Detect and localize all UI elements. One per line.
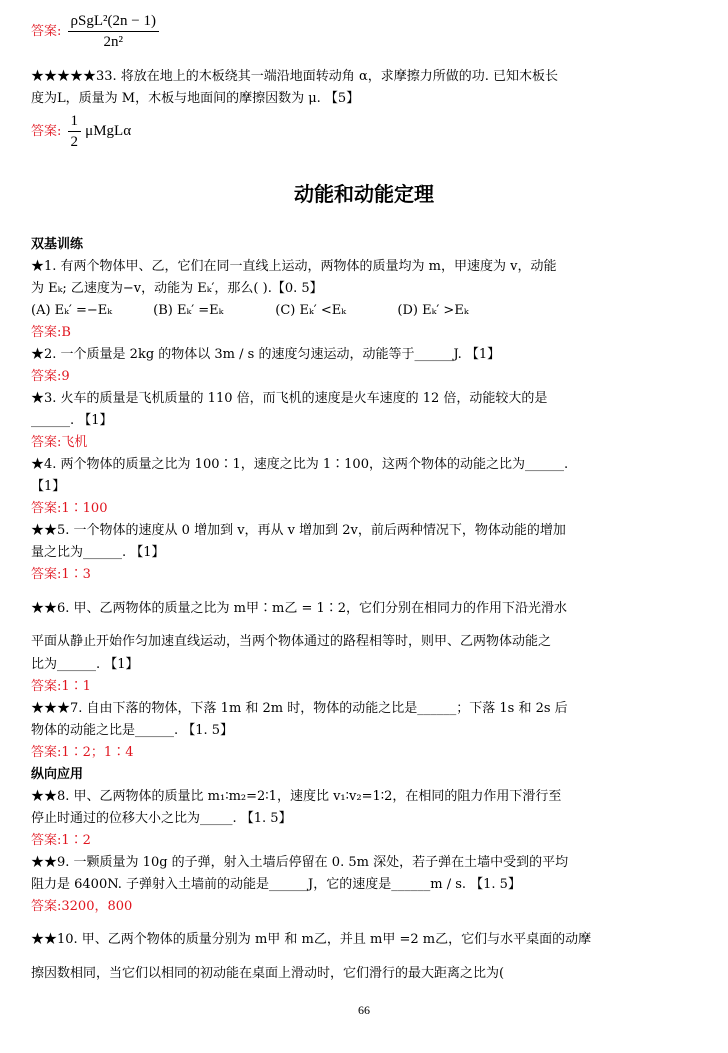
fraction-denominator: 2n² xyxy=(103,34,123,50)
answer-label: 答案: xyxy=(31,833,62,848)
answer-label: 答案: xyxy=(31,567,62,582)
answer-q4 xyxy=(31,500,107,518)
answer-label: 答案: xyxy=(31,369,62,384)
answer-value: 飞机 xyxy=(61,435,88,450)
answer-value: 9 xyxy=(61,369,70,384)
answer-label: 答案: xyxy=(31,501,62,516)
option-c: (C) Eₖ′ <Eₖ xyxy=(275,303,346,318)
answer-expression: μMgLα xyxy=(85,123,132,139)
answer-q9 xyxy=(31,898,132,916)
answer-value: 1∶100 xyxy=(61,501,108,516)
answer-q7 xyxy=(31,744,133,762)
answer-label: 答案: xyxy=(31,745,62,760)
q9-line1: ★★9. 一颗质量为 10g 的子弹，射入土墙后停留在 0. 5m 深处，若子弹在土墙中受到的平均 xyxy=(31,855,569,870)
section-title: 动能和动能定理 xyxy=(294,182,434,206)
answer-label: 答案: xyxy=(31,679,62,694)
answer-q2 xyxy=(31,368,70,386)
q6-line1: ★★6. 甲、乙两物体的质量之比为 m甲∶m乙 = 1∶2，它们分别在相同力的作用下沿光滑水 xyxy=(31,601,568,616)
answer-value: 3200，800 xyxy=(61,899,133,914)
q5-line2: 量之比为______. 【1】 xyxy=(31,545,165,560)
fraction-numerator: 1 xyxy=(68,112,82,132)
option-d: (D) Eₖ′ >Eₖ xyxy=(397,303,469,318)
q6-line2: 平面从静止开始作匀加速直线运动，当两个物体通过的路程相等时，则甲、乙两物体动能之 xyxy=(31,634,552,649)
page-number: 66 xyxy=(358,1003,370,1017)
answer-q5 xyxy=(31,566,91,584)
q10-line1: ★★10. 甲、乙两个物体的质量分别为 m甲 和 m乙，并且 m甲 =2 m乙，它们与水平桌面的动摩 xyxy=(31,932,592,947)
answer-value: B xyxy=(61,325,71,340)
answer-q1 xyxy=(31,324,71,342)
subhead-application: 纵向应用 xyxy=(31,767,84,782)
q9-line2: 阻力是 6400N. 子弹射入土墙前的动能是______J，它的速度是______m / s. 【1. 5】 xyxy=(31,877,521,892)
answer-fraction xyxy=(68,112,82,151)
answer-q3 xyxy=(31,434,87,452)
answer-label: 答案: xyxy=(31,24,62,39)
q7-line1: ★★★7. 自由下落的物体，下落 1m 和 2m 时，物体的动能之比是______；下落 1s 和 2s 后 xyxy=(31,701,568,716)
answer-q33 xyxy=(31,112,131,151)
answer-value: 1∶1 xyxy=(61,679,91,694)
answer-label: 答案: xyxy=(31,325,62,340)
q10-line2: 擦因数相同，当它们以相同的初动能在桌面上滑动时，它们滑行的最大距离之比为( xyxy=(31,966,505,981)
answer-label: 答案: xyxy=(31,124,62,139)
subhead-basic: 双基训练 xyxy=(31,237,84,252)
answer-label: 答案: xyxy=(31,899,62,914)
q8-line2: 停止时通过的位移大小之比为_____. 【1. 5】 xyxy=(31,811,292,826)
answer-value: 1∶2；1∶4 xyxy=(61,745,134,760)
q6-line3: 比为______. 【1】 xyxy=(31,657,139,672)
answer-value: 1∶2 xyxy=(61,833,91,848)
answer-label: 答案: xyxy=(31,435,62,450)
answer-value: 1∶3 xyxy=(61,567,91,582)
q5-line1: ★★5. 一个物体的速度从 0 增加到 v，再从 v 增加到 2v，前后两种情况下，物体动能的增加 xyxy=(31,523,566,538)
q3-line1: ★3. 火车的质量是飞机质量的 110 倍，而飞机的速度是火车速度的 12 倍，动能较大的是 xyxy=(31,391,548,406)
option-a: (A) Eₖ′ =−Eₖ xyxy=(31,303,112,318)
fraction-denominator: 2 xyxy=(70,134,79,150)
answer-q6 xyxy=(31,678,91,696)
q2-line: ★2. 一个质量是 2kg 的物体以 3m / s 的速度匀速运动，动能等于______J. 【1】 xyxy=(31,347,501,362)
q4-line1: ★4. 两个物体的质量之比为 100∶1，速度之比为 1∶100，这两个物体的动能之比为______. xyxy=(31,457,569,472)
answer-top xyxy=(31,12,159,51)
q4-line2: 【1】 xyxy=(31,479,66,494)
q1-options xyxy=(31,302,515,320)
answer-fraction xyxy=(68,12,159,51)
option-b: (B) Eₖ′ =Eₖ xyxy=(153,303,224,318)
q1-line2: 为 Eₖ; 乙速度为−v，动能为 Eₖ′，那么( ).【0. 5】 xyxy=(31,281,323,296)
q33-line2: 度为L，质量为 M，木板与地面间的摩擦因数为 μ. 【5】 xyxy=(31,91,360,106)
q33-line1: ★★★★★33. 将放在地上的木板绕其一端沿地面转动角 α，求摩擦力所做的功. 已知木板长 xyxy=(31,69,558,84)
answer-q8 xyxy=(31,832,91,850)
fraction-numerator: ρSgL²(2n − 1) xyxy=(68,12,159,32)
q8-line1: ★★8. 甲、乙两物体的质量比 m₁∶m₂=2∶1，速度比 v₁∶v₂=1∶2，在相同的阻力作用下滑行至 xyxy=(31,789,562,804)
q1-line1: ★1. 有两个物体甲、乙，它们在同一直线上运动，两物体的质量均为 m，甲速度为 v，动能 xyxy=(31,259,557,274)
q7-line2: 物体的动能之比是______. 【1. 5】 xyxy=(31,723,234,738)
q3-line2: ______. 【1】 xyxy=(31,413,113,428)
